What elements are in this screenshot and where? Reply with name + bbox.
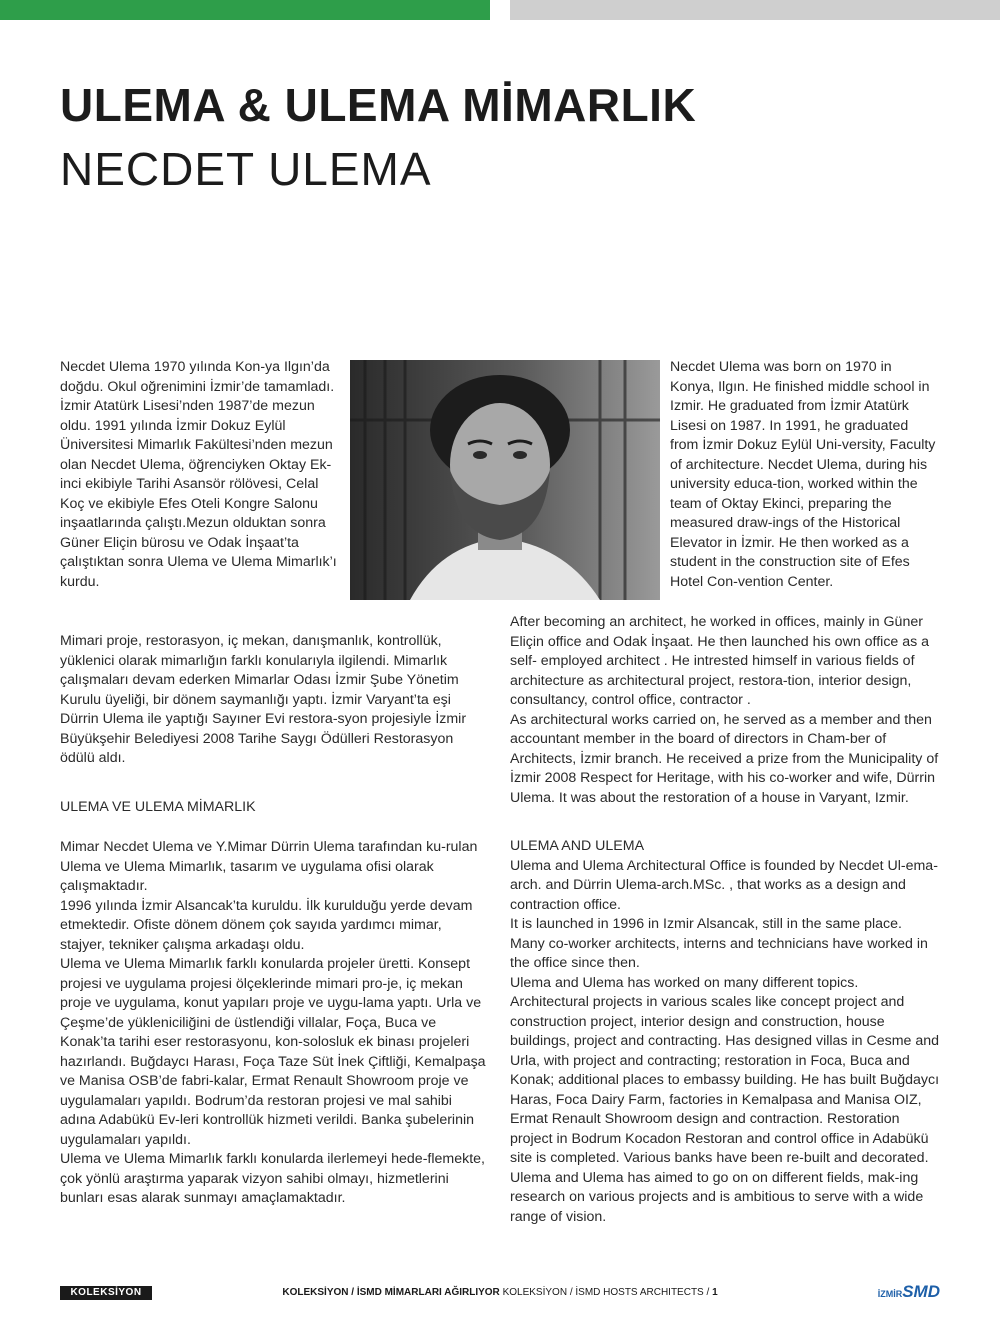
en-career-paragraph: After becoming an architect, he worked in offices, mainly in Güner Eliçin office and Odak İnşaat. He then launched his own office as a self- employed architect . He intrested himself in various fields of architecture as architectural project, restora-tion, interior design, consultancy, control office, contractor . (510, 614, 930, 708)
tr-office-paragraph: Ulema ve Ulema Mimarlık farklı konularda ilerlemeyi hede-flemekte, çok yönlü araştırma yaparak vizyon sahibi olmayı, hizmetlerini bunları esas alarak sunmayı amaçlamaktadır. (60, 1151, 485, 1206)
tr-office-paragraph: Mimar Necdet Ulema ve Y.Mimar Dürrin Ulema tarafından ku-rulan Ulema ve Ulema Mimarlık, tasarım ve uygulama ofisi olarak çalışmaktadır. (60, 839, 478, 894)
koleksiyon-logo: KOLEKSİYON (60, 1286, 152, 1300)
top-accent-bar-green (0, 0, 490, 20)
portrait-photo (350, 360, 660, 600)
tr-intro-text: Necdet Ulema 1970 yılında Kon-ya Ilgın’da doğdu. Okul oğrenimini İzmir’de tamamladı. İzmir Atatürk Lisesi’nden 1987’de mezun oldu. 1991 yılında İzmir Dokuz Eylül Üniversitesi Mimarlık Fakültesi’nden mezun olan Necdet Ulema, öğrenciyken Oktay Ek-inci ekibiyle Tarihi Asansör rölövesi, Celal Koç ve ekibiyle Efes Oteli Kongre Salonu inşaatlarında çalıştı.Mezun olduktan sonra Güner Eliçin bürosu ve Odak İnşaat’ta çalıştıktan sonra Ulema ve Ulema Mimarlık’ı kurdu. (60, 359, 337, 590)
page-number: 1 (712, 1287, 718, 1298)
en-section-heading: ULEMA AND ULEMA (510, 838, 645, 854)
page-subtitle: NECDET ULEMA (60, 143, 432, 195)
en-career-text (510, 613, 940, 808)
footer-title-bold: KOLEKSİYON / İSMD MİMARLARI AĞIRLIYOR (282, 1287, 500, 1298)
page-title: ULEMA & ULEMA MİMARLIK (60, 79, 697, 131)
en-career-paragraph: As architectural works carried on, he served as a member and then accountant member in the board of directors in Cham-ber of Architects, İzmir branch. He received a prize from the Municipality of İzmir 2008 Respect for Heritage, with his co-worker and wife, Dürrin Ulema. It was about the restoration of a house in Varyant, Izmir. (510, 711, 939, 806)
tr-career-text: Mimari proje, restorasyon, iç mekan, danışmanlık, kontrollük, yüklenici olarak mimarlığın farklı konularıyla ilgilendi. Mimarlık çalışmaları devam ederken Mimarlar Odası İzmir Şube Yönetim Kurulu üyeliği, bir dönem saymanlığı yaptı. İzmir Varyant’ta eşi Dürrin Ulema ile yaptığı Sayıner Evi restora-syon projesiyle İzmir Büyükşehir Belediyesi 2008 Tarihe Saygı Ödülleri Restorasyon ödülü aldı. (60, 633, 467, 766)
tr-office-paragraph: 1996 yılında İzmir Alsancak’ta kuruldu. İlk kurulduğu yerde devam etmektedir. Ofiste dönem dönem çok sayıda yardımcı mimar, stajyer, tekniker çalışma arkadaşı oldu. (60, 897, 473, 953)
tr-office-paragraph: Ulema ve Ulema Mimarlık farklı konularda projeler üretti. Konsept projesi ve uygulama projesi ölçeklerinde mimari pro-je, iç mekan proje ve uygulama, konut yapıları proje ve uygu-lama yaptı. Urla ve Çeşme’de yükleniciliğini de üstlendiği villalar, Foça, Buca ve Konak’ta tarihi eser restorasyonu, kon-solosluk ek binası projeleri hazırlandı. Buğdaycı Harası, Foça Taze Süt İnek Çiftliği, Kemalpaşa ve Manisa OSB’de fabri-kalar, Ermat Renault Showroom proje ve uygulamaları yapıldı. Bodrum’da restoran projesi ve mal sahibi adına Adabükü Ev-leri kontrollük hizmeti verildi. Banka şubelerinin uygulamaları yapıldı. (60, 956, 486, 1148)
en-office-paragraph: Ulema and Ulema has worked on many different topics. Architectural projects in various scales like concept project and construction project, interior design and construction, house buildings, project and contracting. Has designed villas in Cesme and Urla, with project and contracting; restoration in Foca, Buca and Konak; additional places to embassy building. He has built Buğdaycı Haras, Foca Dairy Farm, factories in Kemalpasa and Manisa OIZ, Ermat Renault Showroom design and contraction. Restoration project in Bodrum Kocadon Restoran and control office in Adabükü site is completed. Various banks have been re-built and decorated. (510, 974, 940, 1166)
izmir-smd-logo (878, 1282, 940, 1302)
izmir-smd-logo-small: İZMİR (877, 1289, 903, 1299)
en-office-paragraph: It is launched in 1996 in Izmir Alsancak, still in the same place. Many co-worker architects, interns and technicians have worked in the office since then. (510, 916, 928, 971)
portrait-illustration (350, 360, 660, 600)
en-office-paragraph: Ulema and Ulema has aimed to go on on different fields, mak-ing research on various projects and is ambitious to serve with a wide range of vision. (510, 1169, 924, 1225)
footer-title-regular: KOLEKSİYON / İSMD HOSTS ARCHITECTS / (499, 1287, 713, 1298)
en-intro-text: Necdet Ulema was born on 1970 in Konya, Ilgın. He finished middle school in Izmir. He graduated from İzmir Atatürk Lisesi on 1987. In 1991, he graduated from İzmir Dokuz Eylül Uni-versity, Faculty of architecture. Necdet Ulema, during his university educa-tion, worked within the team of Oktay Ekinci, preparing the measured draw-ings of the Historical Elevator in İzmir. He then worked as a student in the construction site of Efes Hotel Con-vention Center. (670, 359, 936, 590)
page-footer (0, 1282, 1000, 1312)
en-office-text (510, 837, 940, 1227)
izmir-smd-logo-big: SMD (902, 1282, 940, 1301)
en-office-paragraph: Ulema and Ulema Architectural Office is founded by Necdet Ul-ema- arch. and Dürrin Ulema-arch.MSc. , that works as a design and contraction office. (510, 857, 938, 913)
top-accent-bar-gray (510, 0, 1000, 20)
footer-running-title (200, 1286, 800, 1300)
tr-section-heading: ULEMA VE ULEMA MİMARLIK (60, 799, 256, 815)
tr-office-text (60, 838, 490, 1209)
